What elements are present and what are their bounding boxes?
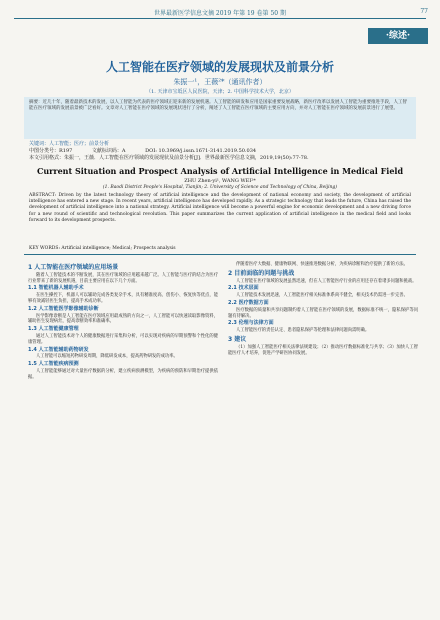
body-separator bbox=[24, 254, 416, 255]
section-heading: 1 人工智能在医疗领域的应用场景 bbox=[28, 264, 119, 271]
english-abstract: ABSTRACT: Driven by the latest technology theory of artificial intelligence and the development of national economy and society, the development of artificial intelligence has entered a new stage. In recent years, artificial intelligence has developed rapidly. As a strategic technology that leads the future, China has raised the development of artificial intelligence into a national strategy. Artificial intelligence will become a powerful engine for economic development and a new driving force for a new round of scientific and technological revolution. This paper summarizes the current application of artificial intelligence in the medical field and looks forward to its development prospects. bbox=[29, 193, 411, 223]
page-number: 77 bbox=[420, 8, 428, 15]
english-title: Current Situation and Prospect Analysis of Artificial Intelligence in Medical Field bbox=[36, 166, 404, 176]
section-banner: ·综述· bbox=[368, 28, 428, 44]
section-heading: 1.3 人工智能健康管理 bbox=[28, 326, 79, 333]
right-column bbox=[228, 262, 418, 358]
doi: DOI: 10.3969/j.issn.1671-3141.2019.50.034 bbox=[145, 148, 257, 154]
body-paragraph: 伴随着医疗大数据、健康物联网、快速推进数据分析，为疾病诊断和治疗提供了新的方法。 bbox=[236, 262, 408, 267]
article-meta bbox=[29, 148, 419, 162]
body-paragraph: 人工智能可以缩短药物研发周期，降低研发成本，提高药物研发的成功率。 bbox=[36, 354, 178, 360]
body-paragraph: 医学影像诊断是人工智能在医疗领域应用最成熟的方向之一，人工智能可以快速读取影像资料，辅助医生发现病灶，提高诊断效率和准确率。 bbox=[28, 313, 218, 325]
section-heading: 2 目前面临的问题与挑战 bbox=[228, 269, 295, 277]
abstract-cn: 摘要：近几十年，随着最新技术的发展，以人工智能为代表的医疗领域正迎来新的发展机遇。人工智能的研发和应用是国家重要发展战略，新医疗改革以发展人工智能为重要推进手段，人工智能在医疗领域的发展前景被广泛看好。文章对人工智能在医疗领域的发展现状进行了分析，阐述了人工智能在医疗领域的主要应用方向，并对人工智能在医疗领域的发展前景进行了展望。 bbox=[24, 97, 416, 139]
body-paragraph: 人工智能技术发展迅速，人工智能医疗相关标准体系尚不健全，相关技术仍需进一步完善。 bbox=[236, 293, 408, 299]
body-paragraph: 人工智能在医疗领域的发展虽然迅速，但在人工智能医疗行业的应用还存在着诸多问题和挑战。 bbox=[236, 278, 417, 284]
body-paragraph: 人工智能医疗的责任认定、患者隐私保护等伦理和法律问题尚需明确。 bbox=[236, 328, 370, 334]
keywords-cn: 关键词：人工智能；医疗；前景分析 bbox=[29, 141, 110, 147]
header-rule bbox=[14, 18, 426, 19]
authors: 朱振一¹，王薇²*（通讯作者） bbox=[173, 78, 267, 86]
section-heading: 3 建议 bbox=[228, 335, 247, 343]
body-paragraph: 通过人工智能技术对个人的健康数据进行采集和分析，可以实现对疾病的早期预警和个性化的健康管理。 bbox=[28, 333, 218, 345]
affiliation: （1. 天津市宝坻区人民医院，天津；2. 中国科学技术大学，北京） bbox=[146, 89, 294, 95]
section-heading: 1.4 人工智能辅助药物研发 bbox=[28, 346, 89, 353]
section-heading: 1.1 智能机器人辅助手术 bbox=[28, 285, 84, 292]
body-paragraph: 随着人工智能技术的不断发展，其在医疗领域的应用越来越广泛。人工智能与医疗的结合为医疗行业带来了新的发展机遇，目前主要应用在以下几个方面。 bbox=[28, 272, 218, 284]
doc-code: 文献标识码：A bbox=[91, 148, 126, 154]
body-paragraph: 人工智能能够通过对大量医疗数据的分析，建立疾病预测模型，为疾病的预防和早期治疗提供依据。 bbox=[28, 368, 218, 380]
english-keywords: KEY WORDS: Artificial intelligence; Medical; Prospects analysis bbox=[29, 246, 176, 251]
english-authors: ZHU Zhen-yi¹, WANG WEI²* bbox=[184, 178, 256, 184]
left-column bbox=[28, 262, 218, 382]
body-paragraph: 在医生操控下，机器人可以辅助完成各类复杂手术，具有精准度高、创伤小、恢复快等优点，能够有效减轻医生负担，提高手术成功率。 bbox=[28, 293, 218, 304]
english-affiliation: (1. Baodi District People's Hospital, Tianjin; 2. University of Science and Technology of China, Beijing) bbox=[102, 185, 338, 190]
section-heading: 1.5 人工智能疾病预测 bbox=[28, 361, 79, 368]
body-paragraph: （1）加强人工智能医疗相关法律法规建设；（2）推动医疗数据标准化与共享；（3）加快人工智能医疗人才培养，促进产学研医协同发展。 bbox=[228, 344, 418, 356]
section-heading: 2.2 医疗数据方面 bbox=[228, 299, 269, 306]
body-paragraph: 医疗数据的质量和共享问题制约着人工智能在医疗领域的发展，数据标准不统一，隐私保护等问题有待解决。 bbox=[228, 307, 418, 319]
section-heading: 1.2 人工智能医学影像辅助诊断 bbox=[28, 305, 99, 312]
section-heading: 2.1 技术层面 bbox=[228, 285, 259, 292]
running-header: 世界最新医学信息文摘 2019 年第 19 卷第 50 期 bbox=[154, 10, 286, 17]
article-title: 人工智能在医疗领域的发展现状及前景分析 bbox=[105, 60, 334, 74]
section-heading: 2.3 伦理与法律方面 bbox=[228, 320, 274, 327]
citation: 本文引用格式：朱振一，王薇．人工智能在医疗领域的发展现状及前景分析[J]．世界最新医学信息文摘，2019,19(50):77-78. bbox=[29, 155, 309, 161]
clc-code: 中图分类号：R197 bbox=[29, 148, 73, 154]
